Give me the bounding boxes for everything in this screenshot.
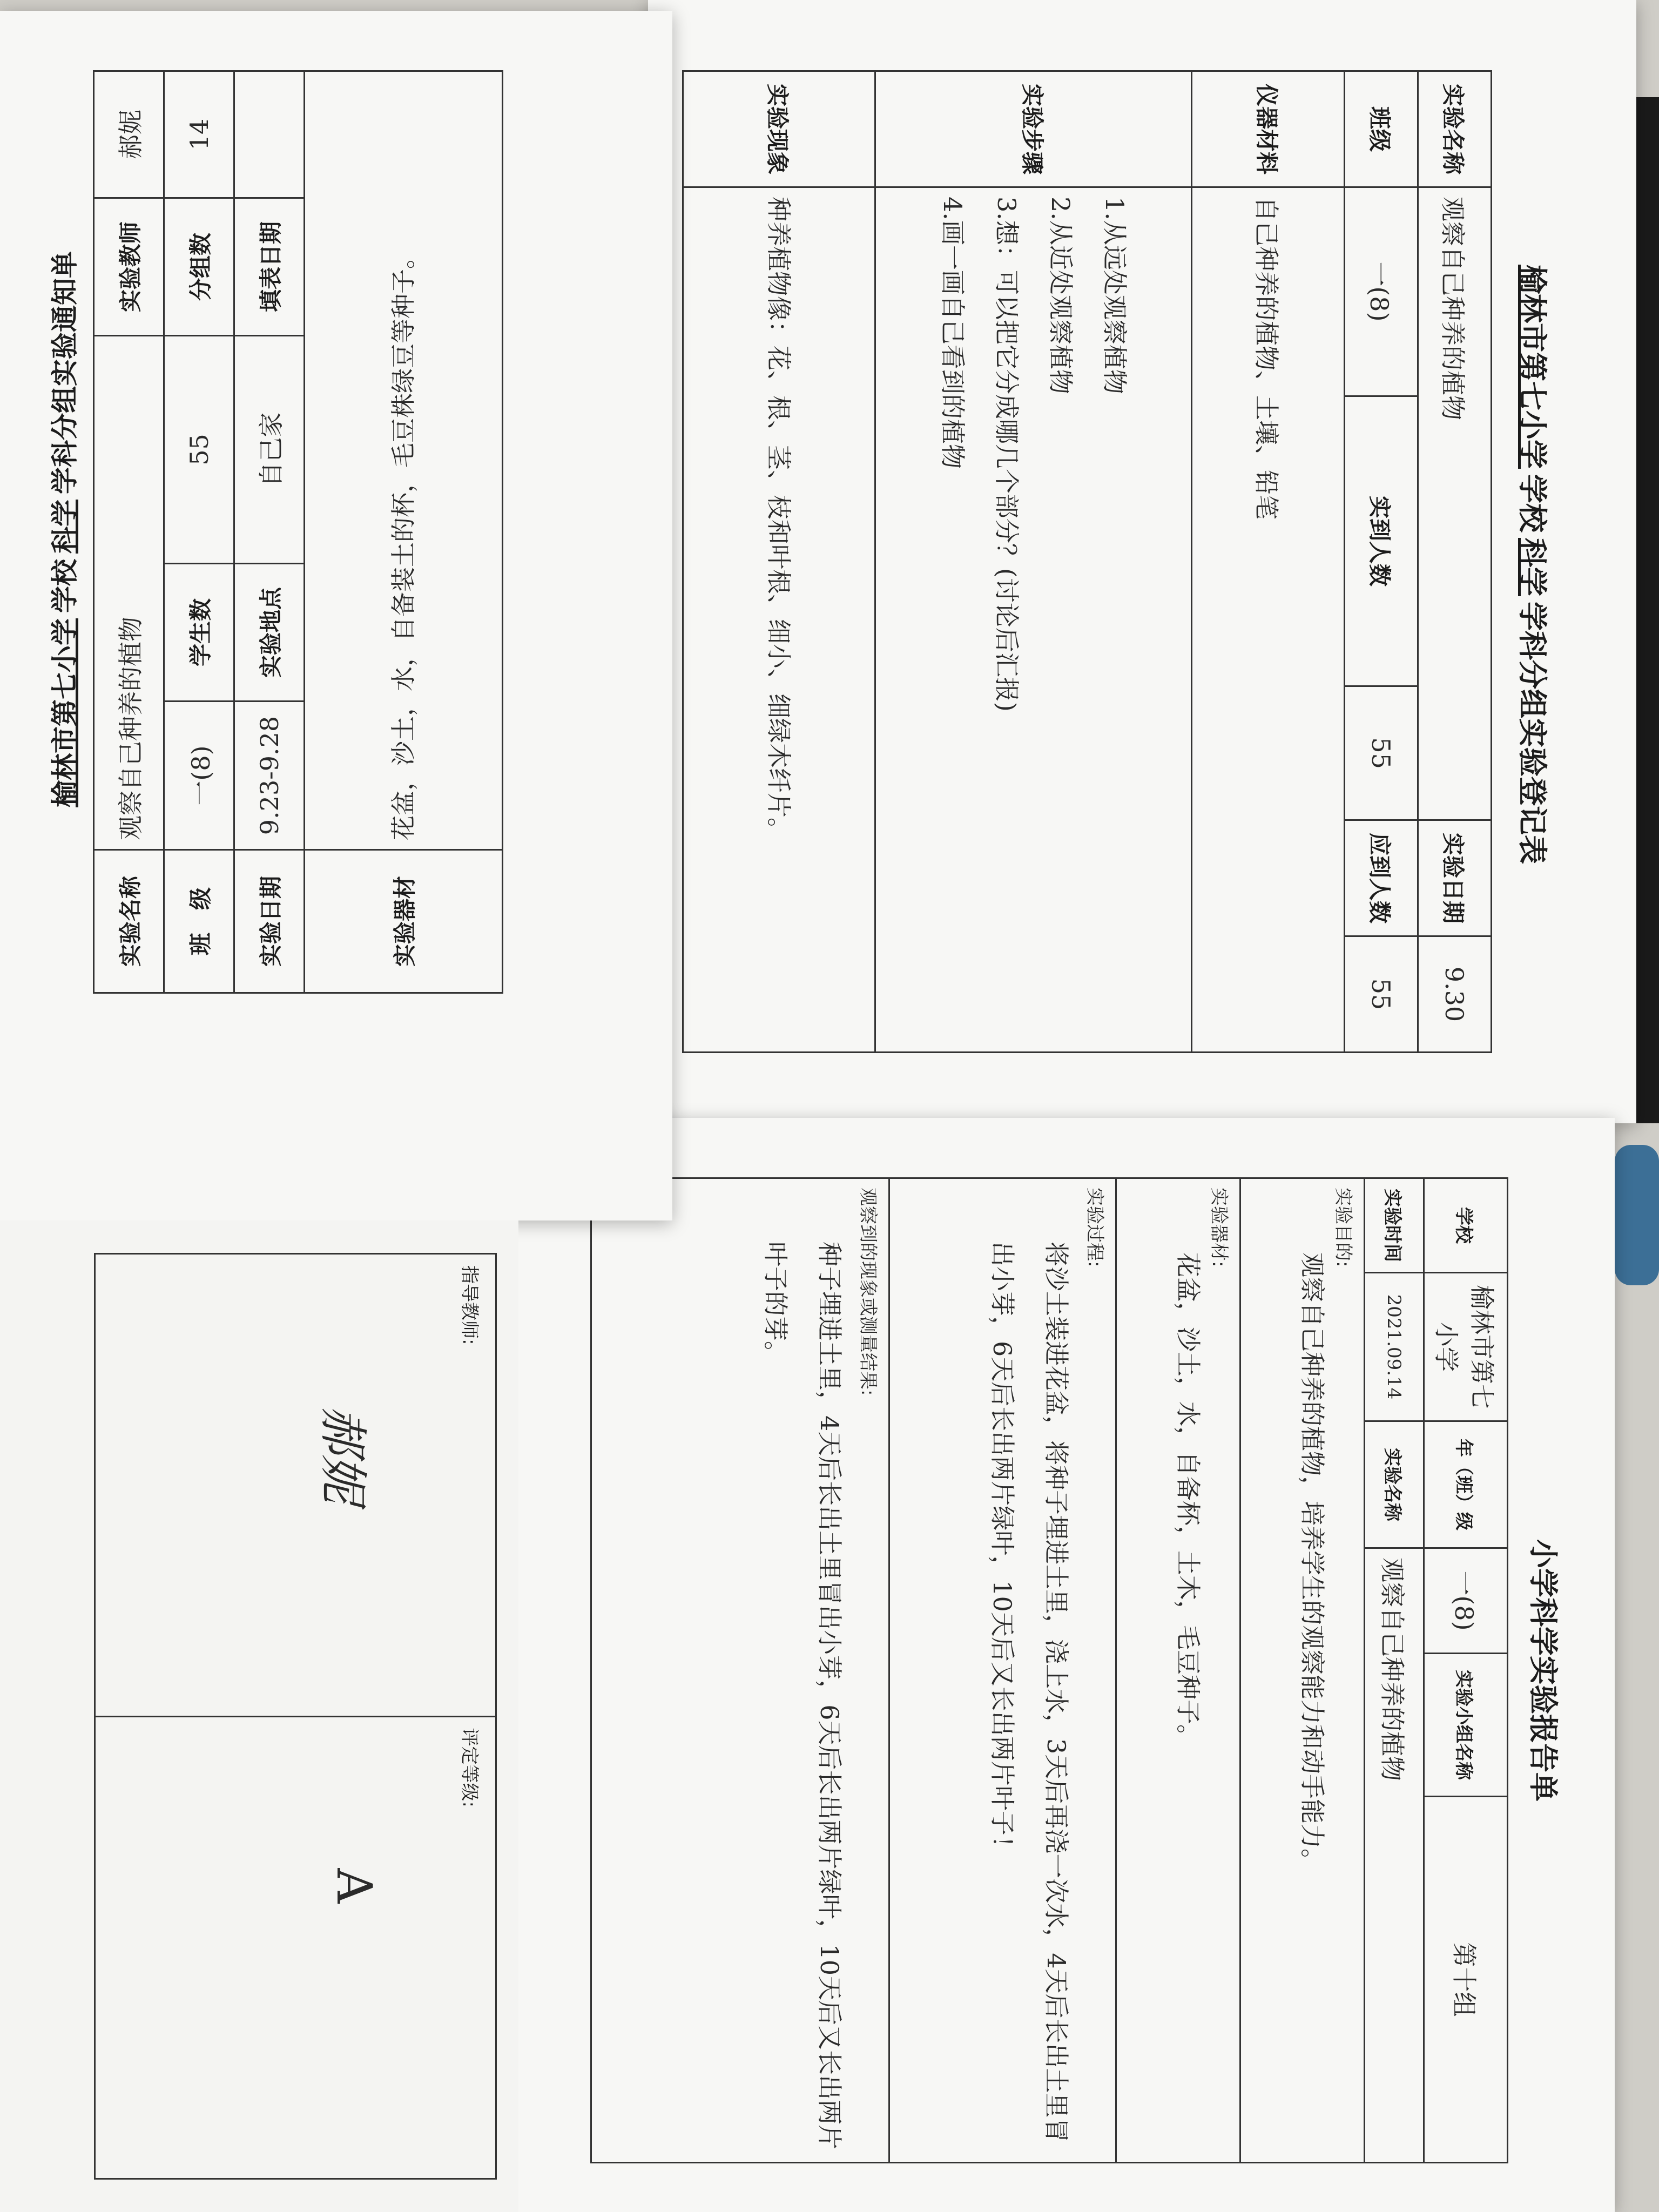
label-class: 班级 [1344,71,1418,187]
notice-value-students: 55 [164,336,234,564]
notice-value-fill-date [234,71,305,198]
value-steps [875,187,1191,1053]
step-2: 2.从近处观察植物 [1046,197,1075,394]
background-desk-object [1636,97,1659,1123]
value-equipment: 自己种养的植物、土壤、铅笔 [1192,187,1345,1053]
notice-label-students: 学生数 [164,564,234,702]
report-value-school: 榆林市第七小学 [1424,1273,1508,1421]
notice-value-groups: 14 [164,71,234,198]
label-actual: 实到人数 [1344,396,1418,686]
label-steps: 实验步骤 [875,71,1191,187]
report-title: 小学科学实验报告单 [1526,1539,1560,1802]
report-label-materials: 实验器材: [1208,1188,1230,1267]
report-label-name: 实验名称 [1365,1421,1424,1548]
label-expected: 应到人数 [1344,820,1418,936]
notice-value-materials: 花盆，沙土，水，自备装土的杯，毛豆株绿豆等种子。 [305,71,503,850]
report-value-result: 种子埋进土里，4天后长出土里冒出小芽，6天后长出两片绿叶，10天后又长出两片叶子的芽。 [761,1242,844,2150]
report-label-teacher: 指导教师: [458,1265,480,1345]
report-value-materials: 花盆，沙土，水，自备杯，土木，毛豆种子。 [1174,1252,1203,1749]
report-value-name: 观察自己种养的植物 [1365,1548,1424,2163]
notice-value-name: 观察自己种养的植物 [94,336,164,850]
report-label-group: 实验小组名称 [1424,1654,1508,1797]
report-teacher-cell [96,1255,495,1717]
report-sheet [518,1118,1615,2212]
value-actual: 55 [1344,686,1418,820]
report-value-process: 将沙土装进花盆，将种子埋进土里，浇上水，3天后再浇一次水，4天后长出土里冒出小芽，6天后长出两片绿叶，10天后又长出两片叶子！ [988,1242,1071,2143]
notice-label-date: 实验日期 [234,850,305,993]
notice-table [93,70,503,994]
label-phenomenon: 实验现象 [683,71,875,187]
notice-value-class: 一(8) [164,702,234,850]
notice-label-place: 实验地点 [234,564,305,702]
report-label-rating: 评定等级: [458,1728,480,1808]
value-phenomenon: 种养植物像：花、根、茎、枝和叶根、细小、细绿木纤片。 [683,187,875,1053]
report-footer-area [0,1220,518,2212]
step-3: 3.想：可以把它分成哪几个部分？(讨论后汇报) [992,197,1021,712]
report-value-time: 2021.09.14 [1365,1273,1424,1421]
value-date: 9.30 [1418,936,1491,1053]
step-1: 1.从远处观察植物 [1100,197,1129,394]
notice-label-name: 实验名称 [94,850,164,993]
report-label-process: 实验过程: [1084,1188,1105,1267]
value-expected: 55 [1344,936,1418,1053]
value-class: 一(8) [1344,187,1418,396]
report-label-grade: 年（班）级 [1424,1421,1508,1548]
notice-label-teacher: 实验教师 [94,198,164,336]
registration-sheet [648,0,1636,1123]
report-table [590,1177,1508,2163]
report-value-rating: A [326,1868,382,1904]
notice-label-class: 班 级 [164,850,234,993]
report-value-purpose: 观察自己种养的植物，培养学生的观察能力和动手能力。 [1298,1252,1327,1873]
registration-title: 榆林市第七小学学校科学学科分组实验登记表 [1515,265,1550,864]
report-label-school: 学校 [1424,1178,1508,1273]
notice-label-fill-date: 填表日期 [234,198,305,336]
notice-value-date: 9.23-9.28 [234,702,305,850]
notice-value-teacher: 郝妮 [94,71,164,198]
notice-label-materials: 实验器材 [305,850,503,993]
notice-label-groups: 分组数 [164,198,234,336]
notice-title: 榆林市第七小学学校科学学科分组实验通知单 [49,251,80,807]
label-date: 实验日期 [1418,820,1491,936]
value-name: 观察自己种养的植物 [1418,187,1491,820]
report-value-group: 第十组 [1424,1797,1508,2163]
report-value-grade: 一(8) [1424,1548,1508,1654]
report-label-time: 实验时间 [1365,1178,1424,1273]
report-rating-cell [96,1717,495,2179]
step-4: 4.画一画自己看到的植物 [938,197,967,469]
label-name: 实验名称 [1418,71,1491,187]
report-value-teacher: 郝妮 [314,1406,371,1503]
report-label-purpose: 实验目的: [1332,1188,1354,1267]
background-blue-object [1615,1145,1659,1285]
notice-value-place: 自己家 [234,336,305,564]
report-label-result: 观察到的现象或测量结果: [857,1188,879,1396]
registration-table [682,70,1492,1053]
label-equipment: 仪器材料 [1192,71,1345,187]
notice-sheet [0,11,672,1220]
